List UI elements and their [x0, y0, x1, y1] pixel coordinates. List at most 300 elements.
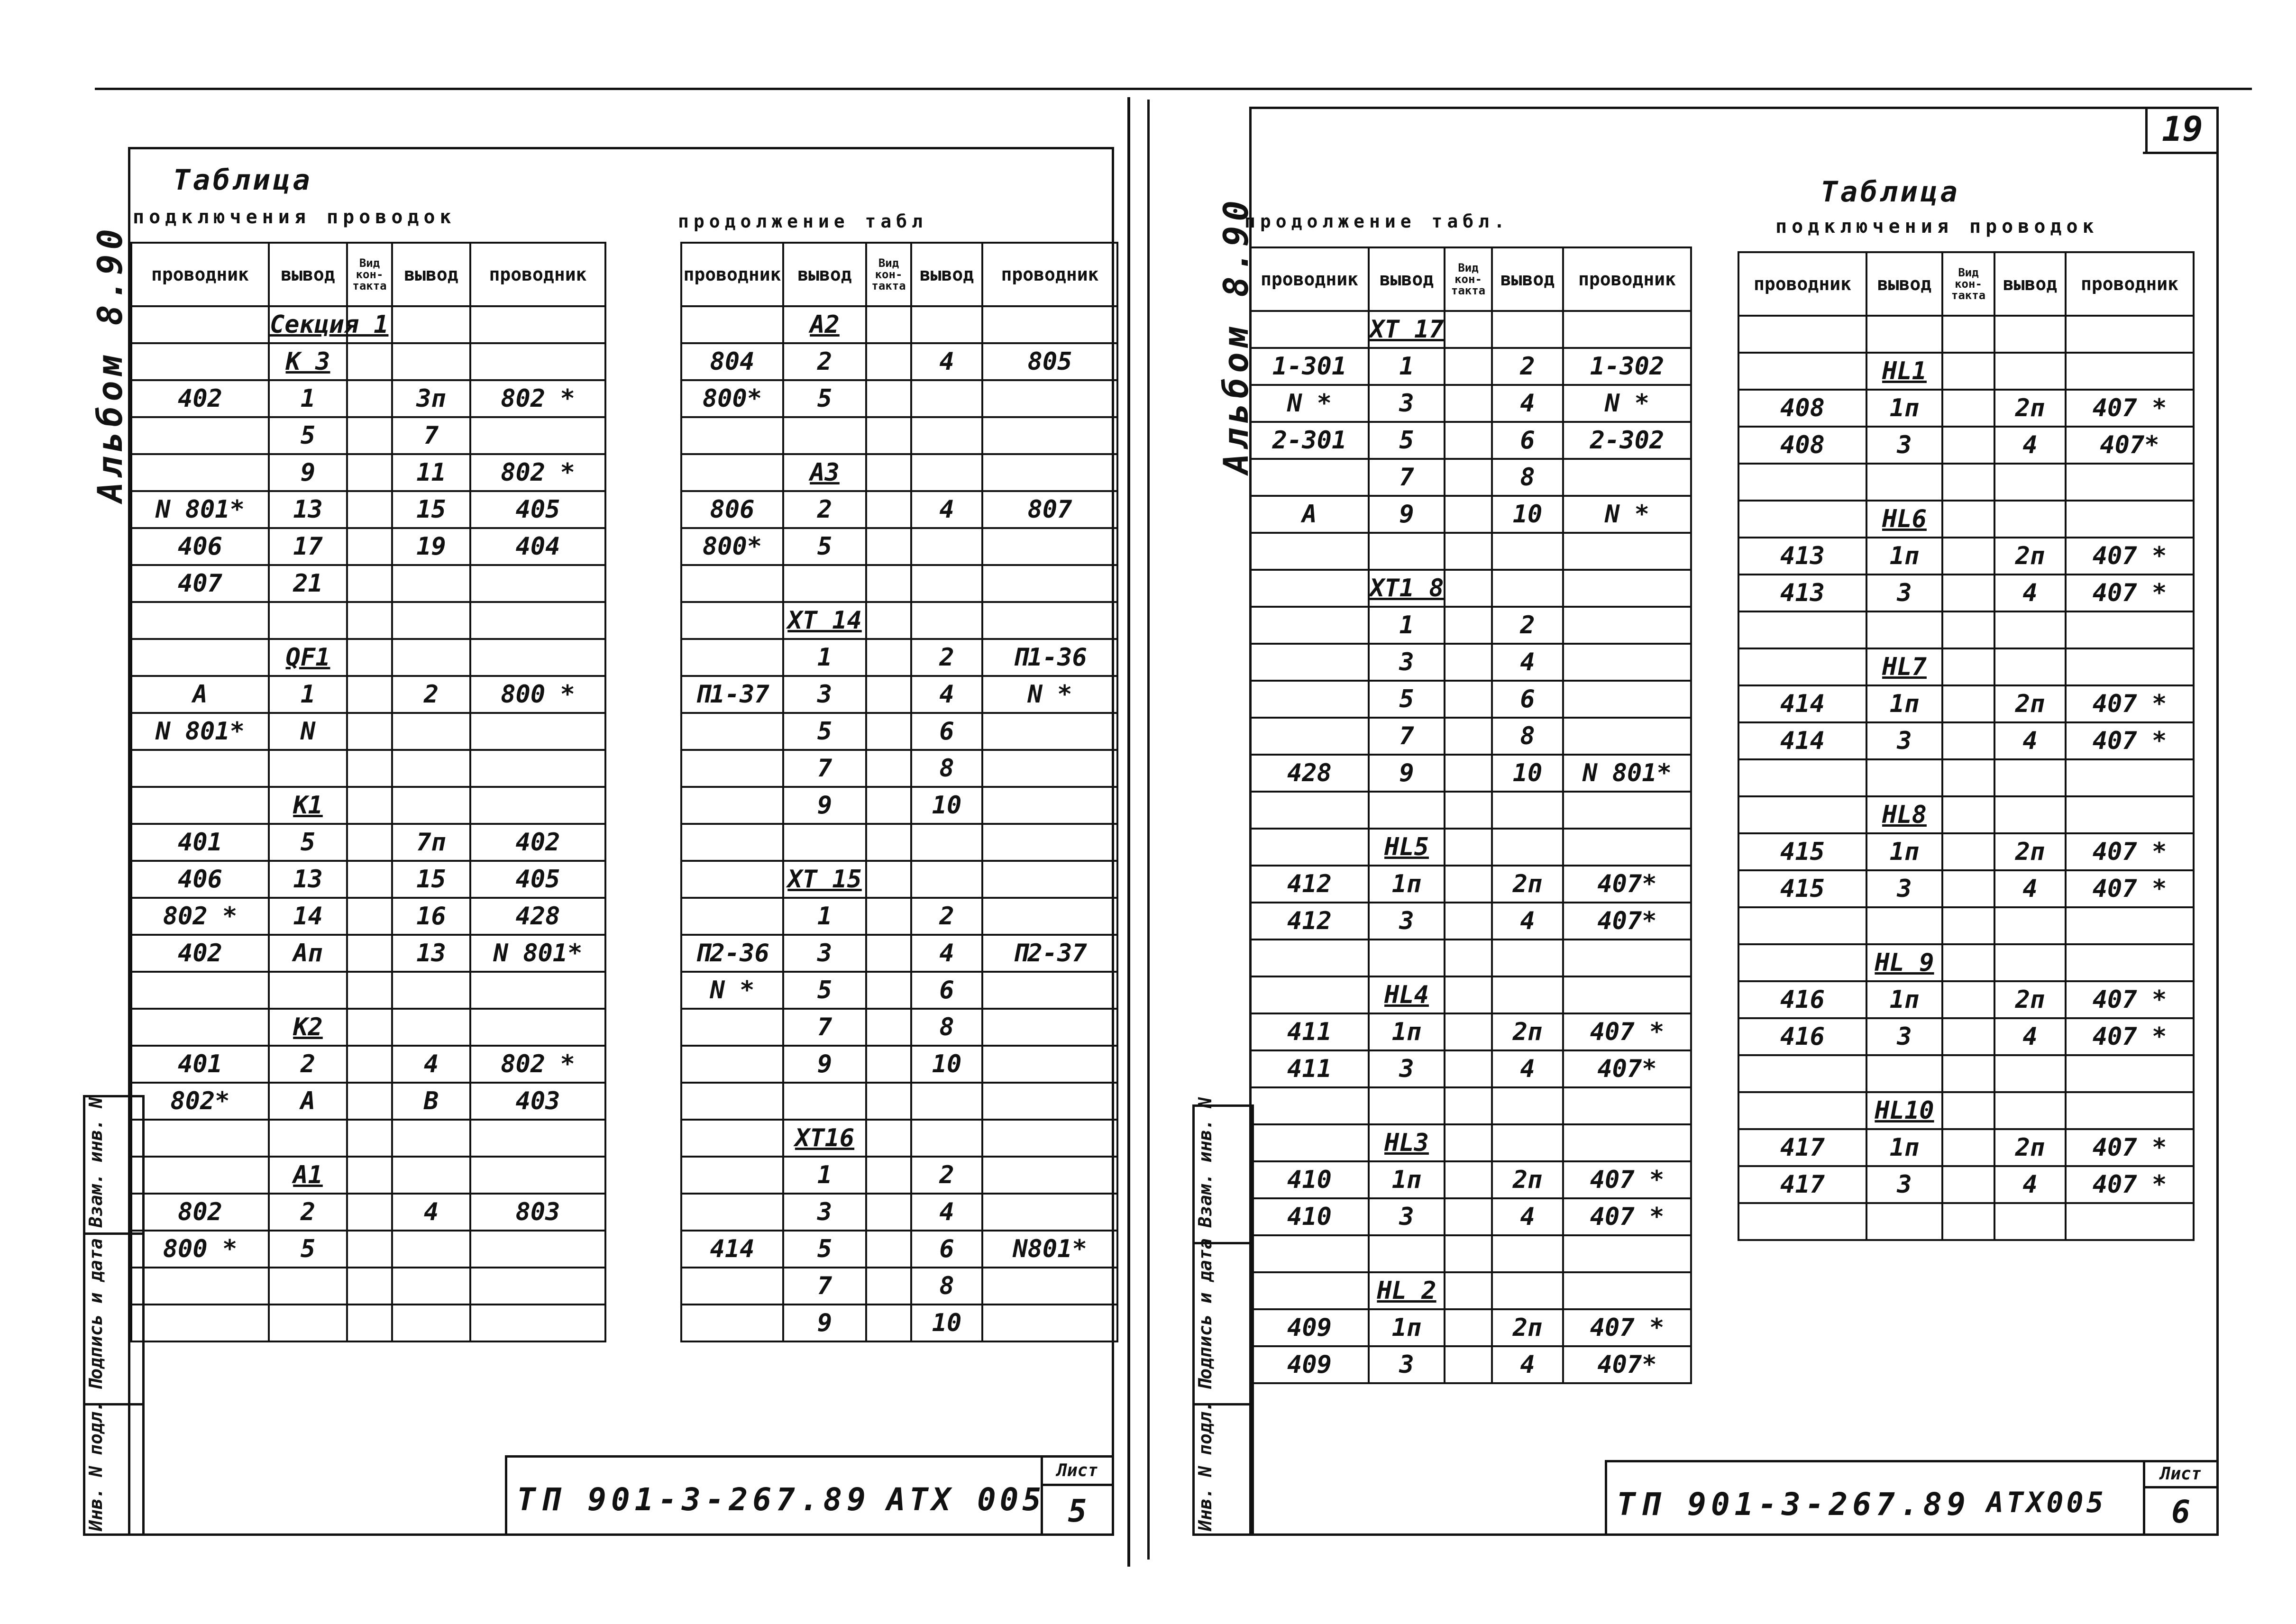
cell-contact-type	[347, 1157, 392, 1194]
cell-conductor-to: 803	[470, 1194, 605, 1231]
cell-terminal-to	[392, 1305, 470, 1341]
table-row	[1250, 681, 1691, 718]
cell-conductor-from: 414	[681, 1231, 783, 1268]
cell-conductor-to	[2066, 316, 2194, 353]
cell-terminal-from: 2	[269, 1046, 347, 1083]
cell-conductor-from	[681, 1120, 783, 1157]
cell-conductor-to	[1563, 607, 1691, 644]
table-row	[131, 602, 605, 639]
cell-contact-type	[1942, 981, 1994, 1018]
cell-terminal-from: 3	[1369, 1198, 1445, 1235]
cell-terminal-from: 3	[783, 676, 866, 713]
table-row	[681, 1009, 1117, 1046]
cell-terminal-from: 1	[1369, 607, 1445, 644]
cell-terminal-from: 9	[783, 1305, 866, 1341]
cell-conductor-from: 412	[1250, 866, 1369, 903]
cell-conductor-to: 407 *	[2066, 1018, 2194, 1055]
cell-conductor-from: 416	[1738, 981, 1866, 1018]
cell-terminal-to	[1994, 1092, 2066, 1129]
cell-terminal-to	[1492, 1087, 1563, 1124]
cell-terminal-from: 7	[783, 1009, 866, 1046]
cell-terminal-to: 6	[911, 713, 982, 750]
cell-contact-type	[1942, 611, 1994, 648]
corner-tab	[2143, 152, 2219, 154]
cell-contact-type	[866, 1268, 911, 1305]
cell-contact-type	[347, 676, 392, 713]
cell-conductor-from	[1738, 611, 1866, 648]
cell-contact-type	[1445, 348, 1492, 385]
cell-terminal-to	[1994, 796, 2066, 833]
cell-conductor-from: N 801*	[131, 713, 269, 750]
cell-terminal-from	[1369, 940, 1445, 976]
cell-conductor-to	[470, 639, 605, 676]
table-row	[131, 898, 605, 935]
center-fold-line	[1127, 97, 1130, 1567]
cell-contact-type	[1445, 1272, 1492, 1309]
sheet-label: Лист	[1043, 1458, 1112, 1486]
cell-conductor-to	[470, 1157, 605, 1194]
cell-conductor-to	[1563, 459, 1691, 496]
cell-terminal-from: 1	[783, 639, 866, 676]
cell-contact-type	[866, 491, 911, 528]
cell-conductor-to	[982, 454, 1117, 491]
table-row	[1738, 1018, 2194, 1055]
cell-contact-type	[347, 1231, 392, 1268]
cell-conductor-to: 407 *	[2066, 538, 2194, 575]
cell-terminal-to: 3п	[392, 380, 470, 417]
cell-contact-type	[866, 565, 911, 602]
table-row	[1250, 1198, 1691, 1235]
col-header-terminal: вывод	[911, 243, 982, 306]
cell-terminal-from: 3	[1866, 870, 1942, 907]
cell-conductor-from	[1250, 940, 1369, 976]
cell-conductor-to: N *	[1563, 385, 1691, 422]
table-row	[131, 1120, 605, 1157]
cell-conductor-from	[131, 1305, 269, 1341]
cell-contact-type	[347, 1009, 392, 1046]
cell-conductor-from	[131, 343, 269, 380]
cell-conductor-to: 407 *	[2066, 685, 2194, 722]
cell-terminal-from: 1	[269, 676, 347, 713]
cell-terminal-from: 9	[1369, 496, 1445, 533]
cell-terminal-from	[1866, 1055, 1942, 1092]
side-stamp-text-right: Инв. N подл. Подпись и дата Взам. инв. N	[1195, 1097, 1216, 1531]
album-label-left: Альбом 8.90	[90, 224, 130, 502]
cell-contact-type	[866, 1157, 911, 1194]
cell-terminal-to	[1492, 829, 1563, 866]
cell-terminal-from: 1п	[1866, 685, 1942, 722]
cell-conductor-to	[1563, 718, 1691, 755]
cell-conductor-to	[2066, 907, 2194, 944]
side-stamp-text-left: Инв. N подл. Подпись и дата Взам. инв. N	[85, 1097, 106, 1531]
cell-terminal-to	[1994, 501, 2066, 538]
cell-terminal-from: 1п	[1866, 833, 1942, 870]
table-row	[1738, 944, 2194, 981]
cell-conductor-to	[982, 1009, 1117, 1046]
cell-conductor-from: 406	[131, 861, 269, 898]
cell-conductor-from: П1-37	[681, 676, 783, 713]
cell-terminal-to	[392, 343, 470, 380]
cell-conductor-to: 1-302	[1563, 348, 1691, 385]
cell-terminal-from: 2	[783, 491, 866, 528]
cell-conductor-from	[131, 1268, 269, 1305]
cell-terminal-to	[911, 417, 982, 454]
cell-terminal-from: 5	[783, 713, 866, 750]
cell-terminal-from	[269, 1268, 347, 1305]
col-header-terminal: вывод	[1369, 247, 1445, 311]
cell-conductor-from	[1738, 944, 1866, 981]
cell-terminal-to: 4	[1994, 1166, 2066, 1203]
sheet-number: 5	[1068, 1493, 1087, 1529]
cell-conductor-from: 415	[1738, 833, 1866, 870]
cell-terminal-to	[392, 639, 470, 676]
device-section-label: HL 2	[1369, 1272, 1445, 1309]
table-row	[1738, 427, 2194, 464]
cell-conductor-from	[131, 602, 269, 639]
cell-terminal-to	[1492, 1124, 1563, 1161]
sheet-number-box	[1041, 1455, 1114, 1536]
cell-contact-type	[866, 343, 911, 380]
cell-terminal-to	[1492, 311, 1563, 348]
table-row	[1250, 1235, 1691, 1272]
cell-terminal-from: Aп	[269, 935, 347, 972]
table-row	[131, 306, 605, 343]
cell-contact-type	[1942, 759, 1994, 796]
cell-contact-type	[1445, 1124, 1492, 1161]
cell-conductor-to: N801*	[982, 1231, 1117, 1268]
cell-conductor-from	[131, 787, 269, 824]
cell-contact-type	[1445, 533, 1492, 570]
cell-conductor-to	[1563, 829, 1691, 866]
col-header-contact-type: Вид кон-такта	[1942, 252, 1994, 316]
cell-terminal-from: 5	[783, 380, 866, 417]
cell-contact-type	[1445, 1161, 1492, 1198]
cell-contact-type	[347, 1305, 392, 1341]
cell-conductor-from	[131, 1120, 269, 1157]
cell-contact-type	[347, 972, 392, 1009]
cell-conductor-from	[681, 639, 783, 676]
cell-terminal-to	[911, 824, 982, 861]
cell-conductor-from: 416	[1738, 1018, 1866, 1055]
cell-contact-type	[347, 750, 392, 787]
cell-terminal-to: 4	[1994, 575, 2066, 611]
cell-conductor-from	[681, 898, 783, 935]
cell-conductor-to	[982, 602, 1117, 639]
cell-conductor-from	[1250, 311, 1369, 348]
table-row	[1738, 870, 2194, 907]
cell-terminal-to: 4	[911, 491, 982, 528]
cell-conductor-from	[681, 306, 783, 343]
table-row	[1738, 316, 2194, 353]
cell-terminal-to	[392, 750, 470, 787]
cell-contact-type	[1445, 903, 1492, 940]
cell-contact-type	[1445, 866, 1492, 903]
cell-contact-type	[1445, 792, 1492, 829]
table-row	[131, 491, 605, 528]
cell-terminal-from: 9	[783, 787, 866, 824]
table-row	[131, 1268, 605, 1305]
cell-terminal-from: 3	[1866, 1166, 1942, 1203]
cell-contact-type	[1942, 1055, 1994, 1092]
cell-conductor-from: 414	[1738, 685, 1866, 722]
cell-contact-type	[866, 1194, 911, 1231]
cell-contact-type	[1942, 1166, 1994, 1203]
cell-terminal-from: 3	[783, 935, 866, 972]
cell-terminal-to: 4	[1994, 722, 2066, 759]
cell-terminal-from: 1	[1369, 348, 1445, 385]
table-row	[1738, 1092, 2194, 1129]
table-row	[131, 380, 605, 417]
cell-contact-type	[1445, 976, 1492, 1013]
cell-conductor-to	[982, 1268, 1117, 1305]
cell-conductor-from: 413	[1738, 575, 1866, 611]
cell-terminal-to: 10	[911, 1046, 982, 1083]
cell-terminal-from: 3	[1369, 1346, 1445, 1383]
device-section-label: A3	[783, 454, 866, 491]
cell-terminal-to	[1492, 1272, 1563, 1309]
cell-contact-type	[347, 454, 392, 491]
cell-conductor-to	[470, 417, 605, 454]
cell-conductor-to	[982, 750, 1117, 787]
cell-terminal-from: 9	[1369, 755, 1445, 792]
cell-contact-type	[347, 898, 392, 935]
cell-contact-type	[347, 824, 392, 861]
table-row	[681, 602, 1117, 639]
cell-terminal-from	[269, 1120, 347, 1157]
cell-conductor-to	[470, 602, 605, 639]
table-row	[1250, 1087, 1691, 1124]
cell-terminal-from: 5	[783, 1231, 866, 1268]
cell-contact-type	[1445, 1309, 1492, 1346]
cell-terminal-to	[392, 1268, 470, 1305]
cell-terminal-to: 2п	[1994, 833, 2066, 870]
cell-terminal-to: 7	[392, 417, 470, 454]
table-row	[131, 1157, 605, 1194]
col-header-conductor: проводник	[681, 243, 783, 306]
cell-terminal-to: 2п	[1492, 866, 1563, 903]
table-row	[131, 1009, 605, 1046]
cell-terminal-to	[1994, 316, 2066, 353]
device-section-label: QF1	[269, 639, 347, 676]
cell-terminal-from	[783, 824, 866, 861]
cell-contact-type	[1942, 316, 1994, 353]
cell-contact-type	[347, 861, 392, 898]
cell-conductor-from: 401	[131, 1046, 269, 1083]
cell-conductor-from	[1738, 796, 1866, 833]
cell-terminal-to: 8	[911, 750, 982, 787]
cell-terminal-to: 4	[392, 1046, 470, 1083]
cell-contact-type	[1445, 607, 1492, 644]
cell-terminal-to: 2	[392, 676, 470, 713]
table-row	[131, 935, 605, 972]
cell-conductor-from	[1738, 907, 1866, 944]
cell-terminal-to: 8	[1492, 459, 1563, 496]
cell-terminal-to: 4	[1492, 385, 1563, 422]
cell-terminal-from: 17	[269, 528, 347, 565]
table-row	[131, 972, 605, 1009]
cell-conductor-from: A	[1250, 496, 1369, 533]
top-rule	[95, 88, 2252, 90]
table-row	[1738, 796, 2194, 833]
table-row	[1738, 981, 2194, 1018]
cell-contact-type	[1445, 1013, 1492, 1050]
cell-conductor-from	[1250, 1124, 1369, 1161]
cell-contact-type	[347, 787, 392, 824]
cell-conductor-from	[131, 639, 269, 676]
cell-contact-type	[866, 713, 911, 750]
cell-contact-type	[1445, 644, 1492, 681]
cell-conductor-to: 405	[470, 491, 605, 528]
table-row	[1738, 611, 2194, 648]
cell-conductor-from: 402	[131, 380, 269, 417]
table-row	[681, 639, 1117, 676]
cell-contact-type	[866, 935, 911, 972]
document-code: ТП 901-3-267.89	[1617, 1486, 1971, 1523]
table-row	[1738, 722, 2194, 759]
table-row	[1250, 1309, 1691, 1346]
col-header-terminal: вывод	[392, 243, 470, 306]
cell-conductor-from: 2-301	[1250, 422, 1369, 459]
table-row	[1738, 1166, 2194, 1203]
col-header-conductor: проводник	[1738, 252, 1866, 316]
cell-terminal-from	[1369, 533, 1445, 570]
table-row	[1250, 496, 1691, 533]
cell-contact-type	[1445, 755, 1492, 792]
cell-conductor-from: 1-301	[1250, 348, 1369, 385]
device-section-label: XT 17	[1369, 311, 1445, 348]
cell-conductor-from: 417	[1738, 1129, 1866, 1166]
table-row	[131, 528, 605, 565]
cell-terminal-from: 1п	[1369, 1013, 1445, 1050]
cell-conductor-to	[2066, 1203, 2194, 1240]
cell-conductor-to: 407 *	[2066, 1129, 2194, 1166]
table-row	[1738, 464, 2194, 501]
cell-conductor-to	[982, 898, 1117, 935]
table-row	[131, 787, 605, 824]
cell-terminal-to: 19	[392, 528, 470, 565]
table-row	[1250, 903, 1691, 940]
cell-terminal-to: 2п	[1994, 390, 2066, 427]
cell-conductor-to: N 801*	[1563, 755, 1691, 792]
cell-conductor-to: 802 *	[470, 1046, 605, 1083]
table-row	[1738, 538, 2194, 575]
device-section-label: К 3	[269, 343, 347, 380]
cell-contact-type	[866, 1009, 911, 1046]
table-row	[681, 306, 1117, 343]
cell-conductor-from: 800 *	[131, 1231, 269, 1268]
wiring-table-1	[130, 242, 606, 1342]
device-section-label: HL6	[1866, 501, 1942, 538]
table-row	[1250, 1013, 1691, 1050]
cell-conductor-from: A	[131, 676, 269, 713]
cell-contact-type	[1445, 1346, 1492, 1383]
cell-terminal-to	[392, 1157, 470, 1194]
cell-terminal-from	[1369, 1235, 1445, 1272]
table-row	[1250, 718, 1691, 755]
cell-terminal-from: 1п	[1866, 1129, 1942, 1166]
cell-conductor-to	[2066, 464, 2194, 501]
cell-conductor-from	[1250, 459, 1369, 496]
cell-terminal-to: 4	[1492, 1346, 1563, 1383]
cell-conductor-from: 411	[1250, 1013, 1369, 1050]
cell-terminal-from: 3	[783, 1194, 866, 1231]
cell-conductor-from	[1250, 570, 1369, 607]
cell-conductor-to	[1563, 533, 1691, 570]
table-row	[131, 713, 605, 750]
cell-contact-type	[1942, 685, 1994, 722]
cell-conductor-to	[2066, 1055, 2194, 1092]
table-row	[681, 1120, 1117, 1157]
cell-conductor-from: 413	[1738, 538, 1866, 575]
cell-contact-type	[866, 602, 911, 639]
cell-terminal-to	[911, 1120, 982, 1157]
cell-terminal-to	[392, 1120, 470, 1157]
device-section-label: XT16	[783, 1120, 866, 1157]
cell-terminal-to: 4	[911, 1194, 982, 1231]
cell-terminal-to	[1492, 792, 1563, 829]
cell-terminal-to: 4	[1492, 1198, 1563, 1235]
table-row	[681, 1083, 1117, 1120]
cell-terminal-from: 3	[1369, 385, 1445, 422]
cell-terminal-from: 5	[269, 417, 347, 454]
cell-conductor-from	[1250, 1087, 1369, 1124]
cell-terminal-to	[1994, 759, 2066, 796]
cell-terminal-to: 2п	[1492, 1309, 1563, 1346]
cell-conductor-to	[470, 1231, 605, 1268]
cell-conductor-from	[681, 1268, 783, 1305]
table-row	[1250, 829, 1691, 866]
cell-contact-type	[347, 1083, 392, 1120]
cell-terminal-from: 5	[1369, 681, 1445, 718]
cell-terminal-from	[1866, 907, 1942, 944]
cell-conductor-to	[2066, 611, 2194, 648]
table-row	[131, 1083, 605, 1120]
cell-conductor-to: П2-37	[982, 935, 1117, 972]
table-row	[131, 1194, 605, 1231]
device-section-label: A1	[269, 1157, 347, 1194]
cell-conductor-from	[681, 602, 783, 639]
cell-conductor-from	[1250, 792, 1369, 829]
table-row	[131, 454, 605, 491]
cell-terminal-from: 3	[1369, 644, 1445, 681]
cell-contact-type	[1942, 353, 1994, 390]
cell-terminal-from: 1п	[1369, 866, 1445, 903]
cell-terminal-to: 8	[911, 1009, 982, 1046]
table-row	[1738, 501, 2194, 538]
cell-conductor-to	[982, 824, 1117, 861]
cell-contact-type	[866, 1231, 911, 1268]
cell-conductor-from	[1250, 1272, 1369, 1309]
cell-conductor-to: 805	[982, 343, 1117, 380]
cell-contact-type	[1445, 570, 1492, 607]
table-row	[681, 565, 1117, 602]
table-row	[681, 1194, 1117, 1231]
device-section-label: XT 14	[783, 602, 866, 639]
table-row	[1250, 1272, 1691, 1309]
cell-conductor-to	[470, 972, 605, 1009]
cell-terminal-from: 5	[783, 528, 866, 565]
table-row	[681, 491, 1117, 528]
col-header-terminal: вывод	[1866, 252, 1942, 316]
cell-terminal-from: 3	[1369, 903, 1445, 940]
cell-contact-type	[1942, 1018, 1994, 1055]
cell-conductor-from	[131, 306, 269, 343]
table-row	[1738, 1055, 2194, 1092]
cell-contact-type	[866, 972, 911, 1009]
cell-conductor-from	[1250, 829, 1369, 866]
cell-contact-type	[1445, 1198, 1492, 1235]
cell-contact-type	[866, 380, 911, 417]
